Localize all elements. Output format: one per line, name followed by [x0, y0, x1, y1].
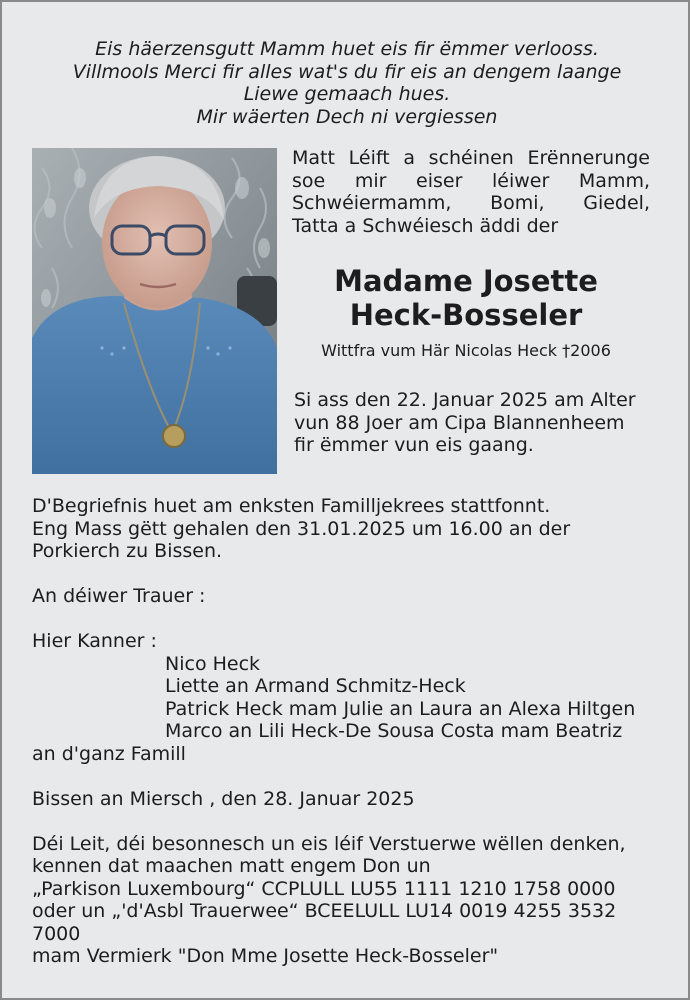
notice-body	[32, 495, 672, 968]
mourning-label: An déiwer Trauer :	[32, 585, 206, 607]
intro-line: Schwéiermamm, Bomi, Giedel,	[292, 192, 650, 214]
intro-line: Matt Léift a schéinen Erënnerunge	[292, 147, 650, 169]
motto-line: Eis häerzensgutt Mamm huet eis fir ëmmer verlooss.	[95, 38, 599, 60]
child-entry: Marco an Lili Heck-De Sousa Costa mam Beatriz	[165, 720, 623, 742]
donation-line: „Parkison Luxembourg“ CCPLULL LU55 1111 1210 1758 0000	[32, 877, 616, 900]
funeral-line: D'Begriefnis huet am enksten Familljekrees stattfonnt.	[32, 495, 551, 517]
children-label: Hier Kanner :	[32, 630, 157, 652]
motto	[2, 38, 690, 128]
portrait-photo	[32, 148, 277, 474]
intro-line: soe mir eiser léiwer Mamm,	[292, 169, 650, 192]
motto-line: Liewe gemaach hues.	[243, 83, 451, 105]
motto-line: Mir wäerten Dech ni vergiessen	[196, 105, 498, 128]
place-date: Bissen an Miersch , den 28. Januar 2025	[32, 787, 415, 810]
child-entry: Liette an Armand Schmitz-Heck	[165, 675, 466, 697]
funeral-line: Eng Mass gëtt gehalen den 31.01.2025 um 16.00 an der	[32, 517, 571, 540]
passing-line: vun 88 Joer am Cipa Blannenheem	[294, 411, 625, 434]
intro-text	[292, 147, 650, 237]
passing-line: fir ëmmer vun eis gaang.	[294, 434, 534, 456]
passing-line: Si ass den 22. Januar 2025 am Alter	[294, 389, 636, 411]
child-entry: Nico Heck	[165, 652, 261, 675]
donation-line: kennen dat maachen matt engem Don un	[32, 855, 431, 877]
child-entry: Patrick Heck mam Julie an Laura an Alexa Hiltgen	[165, 697, 636, 720]
motto-line: Villmools Merci fir alles wat's du fir eis an dengem laange	[72, 60, 622, 83]
deceased-name	[292, 264, 640, 332]
deceased-name-line2: Heck-Bosseler	[349, 298, 583, 332]
family-closing: an d'ganz Famill	[32, 742, 186, 765]
widow-line: Wittfra vum Här Nicolas Heck †2006	[321, 341, 611, 360]
deceased-name-line1: Madame Josette	[334, 264, 598, 298]
donation-line: 7000	[32, 922, 81, 945]
funeral-line: Porkierch zu Bissen.	[32, 540, 223, 562]
donation-line: oder un „'d'Asbl Trauerwee“ BCEELULL LU14 0019 4255 3532	[32, 900, 617, 922]
donation-line: mam Vermierk "Don Mme Josette Heck-Bosseler"	[32, 945, 499, 967]
passing-text	[294, 389, 654, 457]
donation-line: Déi Leit, déi besonnesch un eis léif Verstuerwe wëllen denken,	[32, 832, 626, 855]
intro-line: Tatta a Schwéiesch äddi der	[292, 214, 559, 237]
